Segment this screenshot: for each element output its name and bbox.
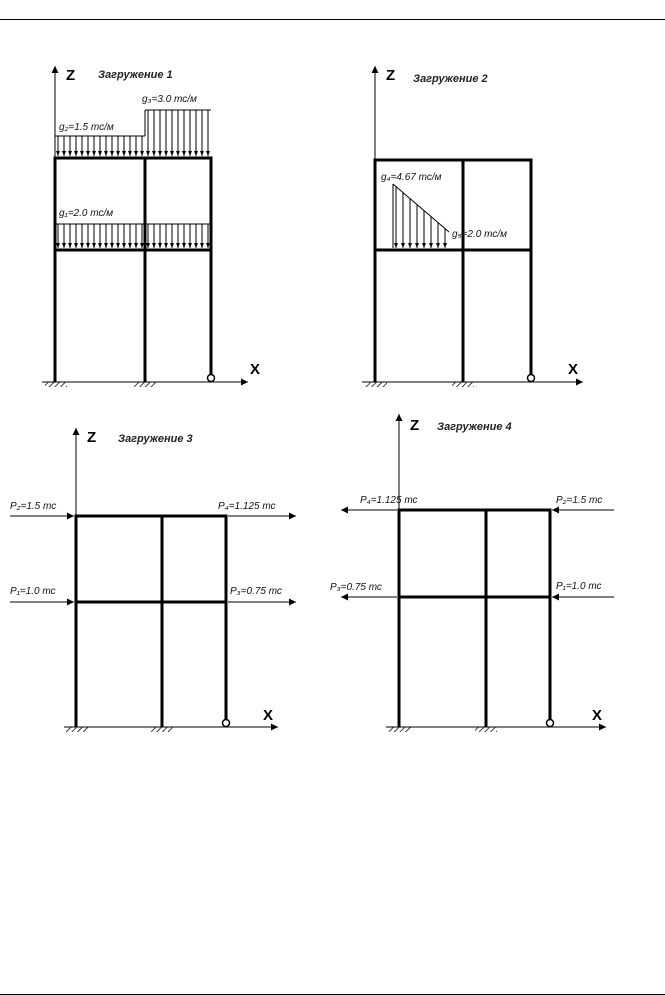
load-label-g3: g₃=3.0 тс/м	[142, 94, 197, 105]
pin-support-icon	[223, 720, 230, 727]
load-label-p2: P₂=1.5 тс	[10, 501, 57, 512]
frame-1	[55, 158, 211, 382]
load-case-1	[42, 66, 260, 387]
case-1-title: Загружение 1	[98, 69, 173, 81]
x-axis-label-3: X	[263, 707, 274, 724]
load-label-p4: P₄=1.125 тс	[218, 501, 276, 512]
frame-4	[399, 510, 550, 727]
fixed-support-icon	[45, 382, 67, 387]
distributed-load-g3	[145, 110, 211, 156]
fixed-support-icon	[389, 727, 411, 732]
x-axis-label-4: X	[592, 707, 603, 724]
distributed-load-g1	[55, 224, 211, 248]
load-label-g1: g₁=2.0 тс/м	[59, 208, 114, 219]
load-label-p1: P₁=1.0 тс	[10, 586, 56, 597]
case-3-title: Загружение 3	[118, 433, 193, 445]
triangular-load-g4-g5	[393, 184, 449, 248]
load-label-g2: g₂=1.5 тс/м	[59, 122, 114, 133]
z-axis-label-3: Z	[87, 429, 97, 446]
load-label-p3: P₃=0.75 тс	[230, 586, 282, 597]
fixed-support-icon	[365, 382, 387, 387]
pin-support-icon	[208, 375, 215, 382]
z-axis-label-2: Z	[386, 67, 396, 84]
fixed-support-icon	[151, 727, 173, 732]
z-axis-label-1: Z	[66, 67, 76, 84]
case-4-title: Загружение 4	[437, 421, 512, 433]
fixed-support-icon	[66, 727, 88, 732]
x-axis-label-2: X	[568, 361, 579, 378]
fixed-support-icon	[452, 382, 474, 387]
load-label-p1: P₁=1.0 тс	[556, 581, 602, 592]
load-case-4	[330, 414, 614, 732]
load-label-p2: P₂=1.5 тс	[556, 495, 603, 506]
load-case-2	[362, 66, 583, 387]
x-axis-label-1: X	[250, 361, 261, 378]
z-axis-label-4: Z	[410, 417, 420, 434]
load-label-p4: P₄=1.125 тс	[360, 495, 418, 506]
pin-support-icon	[547, 720, 554, 727]
frame-2	[375, 160, 531, 382]
pin-support-icon	[528, 375, 535, 382]
fixed-support-icon	[134, 382, 156, 387]
fixed-support-icon	[475, 727, 497, 732]
case-2-title: Загружение 2	[413, 73, 488, 85]
load-label-g5: g₅=2.0 тс/м	[452, 229, 507, 240]
load-case-3	[10, 428, 296, 732]
frame-3	[76, 516, 226, 727]
distributed-load-g2	[55, 136, 145, 156]
load-label-p3: P₃=0.75 тс	[330, 582, 382, 593]
load-label-g4: g₄=4.67 тс/м	[381, 172, 442, 183]
